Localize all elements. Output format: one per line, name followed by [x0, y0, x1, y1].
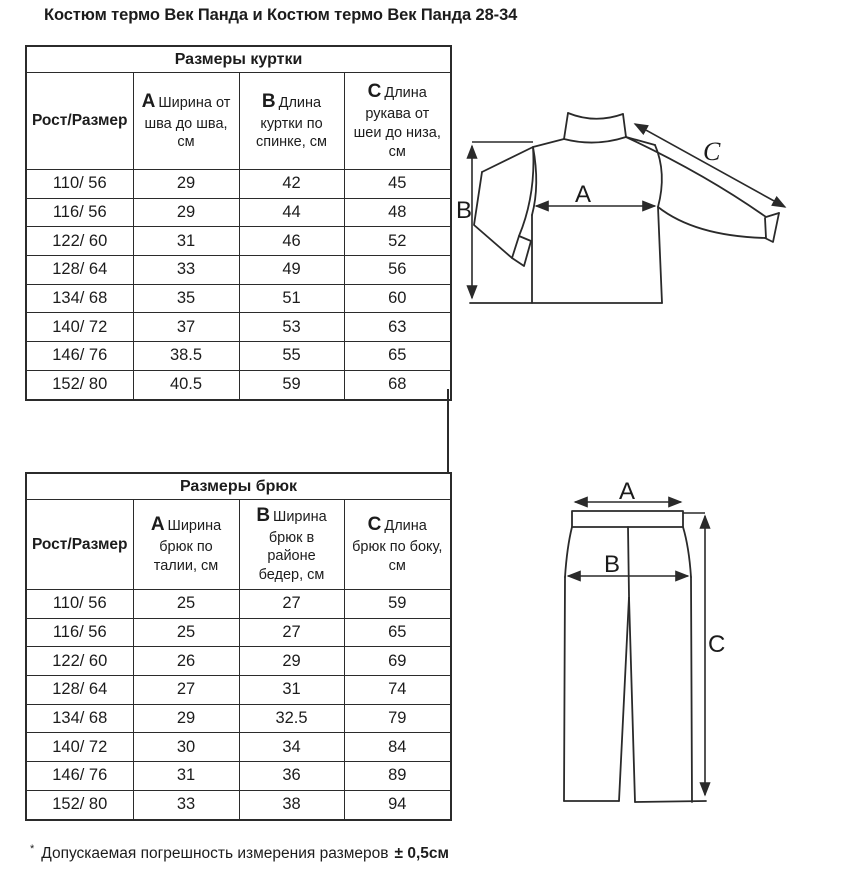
jacket-table-body: [26, 170, 451, 400]
pants-hip-right: [683, 527, 691, 577]
column-header-c: [344, 73, 451, 170]
size-cell: 110/ 56: [26, 590, 133, 619]
pants-right-hem: [635, 801, 706, 802]
jacket-size-table: [25, 45, 452, 401]
value-cell: 74: [344, 676, 451, 705]
table-row: [26, 313, 451, 342]
value-cell: 26: [133, 647, 239, 676]
dimension-label-c: C: [708, 631, 726, 658]
dimension-label-b: B: [603, 551, 621, 578]
table-row: [26, 590, 451, 619]
jacket-body: [470, 137, 662, 303]
dimension-letter-a: A: [141, 90, 156, 112]
table-caption-row: [26, 473, 451, 500]
value-cell: 68: [344, 370, 451, 399]
table-row: [26, 618, 451, 647]
dimension-label-c: C: [703, 137, 721, 166]
size-cell: 146/ 76: [26, 342, 133, 371]
page-title: Костюм термо Век Панда и Костюм термо Век Панда 28-34: [44, 6, 518, 24]
dimension-label-b: B: [455, 197, 473, 224]
pants-left-leg-inner: [619, 597, 629, 801]
value-cell: 35: [133, 284, 239, 313]
value-cell: 59: [344, 590, 451, 619]
value-cell: 52: [344, 227, 451, 256]
value-cell: 25: [133, 590, 239, 619]
pants-left-leg-outer: [564, 577, 565, 801]
table-row: [26, 704, 451, 733]
column-header-b: [239, 500, 344, 590]
value-cell: 69: [344, 647, 451, 676]
pants-dimension-arrows: [568, 478, 725, 795]
size-cell: 134/ 68: [26, 284, 133, 313]
value-cell: 33: [133, 790, 239, 819]
value-cell: 79: [344, 704, 451, 733]
size-cell: 122/ 60: [26, 227, 133, 256]
dimension-label-a: A: [618, 478, 636, 505]
jacket-collar: [564, 113, 626, 143]
column-header-c-label: Длина рукава от шеи до низа, см: [353, 85, 441, 160]
table-row: [26, 762, 451, 791]
size-cell: 140/ 72: [26, 733, 133, 762]
dimension-letter-a: A: [150, 514, 165, 536]
size-cell: 116/ 56: [26, 198, 133, 227]
value-cell: 27: [239, 590, 344, 619]
value-cell: 27: [133, 676, 239, 705]
footnote-marker: *: [30, 843, 35, 855]
value-cell: 48: [344, 198, 451, 227]
value-cell: 31: [133, 227, 239, 256]
value-cell: 44: [239, 198, 344, 227]
value-cell: 59: [239, 370, 344, 399]
jacket-dimension-arrows: [456, 124, 785, 298]
table-row: [26, 342, 451, 371]
table-border-connector-line: [447, 389, 449, 474]
value-cell: 29: [133, 170, 239, 199]
size-cell: 140/ 72: [26, 313, 133, 342]
size-cell: 110/ 56: [26, 170, 133, 199]
pants-right-leg-outer: [691, 577, 692, 802]
value-cell: 36: [239, 762, 344, 791]
size-cell: 122/ 60: [26, 647, 133, 676]
value-cell: 84: [344, 733, 451, 762]
value-cell: 63: [344, 313, 451, 342]
dimension-letter-b: B: [261, 90, 276, 112]
size-cell: 116/ 56: [26, 618, 133, 647]
size-cell: 152/ 80: [26, 790, 133, 819]
column-header-a-label: Ширина от шва до шва, см: [144, 94, 231, 151]
dimension-letter-c: C: [367, 81, 382, 103]
value-cell: 56: [344, 256, 451, 285]
dimension-letter-b: B: [256, 504, 271, 526]
jacket-table-caption: Размеры куртки: [26, 46, 451, 73]
value-cell: 25: [133, 618, 239, 647]
value-cell: 38: [239, 790, 344, 819]
table-header-row: [26, 500, 451, 590]
dimension-label-a: A: [574, 181, 592, 208]
table-caption-row: [26, 46, 451, 73]
value-cell: 65: [344, 618, 451, 647]
size-cell: 134/ 68: [26, 704, 133, 733]
column-header-size: Рост/Размер: [26, 73, 133, 170]
footnote-text: Допускаемая погрешность измерения размеров: [41, 845, 389, 862]
table-row: [26, 370, 451, 399]
value-cell: 45: [344, 170, 451, 199]
size-cell: 128/ 64: [26, 676, 133, 705]
pants-diagram: [545, 475, 745, 830]
pants-center-seam: [628, 527, 629, 596]
value-cell: 89: [344, 762, 451, 791]
value-cell: 46: [239, 227, 344, 256]
table-row: [26, 198, 451, 227]
value-cell: 60: [344, 284, 451, 313]
value-cell: 29: [133, 198, 239, 227]
value-cell: 37: [133, 313, 239, 342]
column-header-b-label: Длина куртки по спинке, см: [255, 94, 328, 151]
column-header-b: [239, 73, 344, 170]
value-cell: 38.5: [133, 342, 239, 371]
value-cell: 49: [239, 256, 344, 285]
value-cell: 34: [239, 733, 344, 762]
value-cell: 33: [133, 256, 239, 285]
pants-table-caption: Размеры брюк: [26, 473, 451, 500]
value-cell: 30: [133, 733, 239, 762]
value-cell: 55: [239, 342, 344, 371]
table-header-row: [26, 73, 451, 170]
table-row: [26, 676, 451, 705]
column-header-a: [133, 73, 239, 170]
footnote: [30, 843, 449, 863]
column-header-a-label: Ширина брюк по талии, см: [153, 518, 222, 574]
pants-size-table: [25, 472, 452, 821]
table-row: [26, 790, 451, 819]
column-header-size: Рост/Размер: [26, 500, 133, 590]
value-cell: 31: [239, 676, 344, 705]
column-header-b-label: Ширина брюк в районе бедер, см: [258, 508, 327, 584]
pants-table-body: [26, 590, 451, 820]
column-header-c: [344, 500, 451, 590]
table-row: [26, 284, 451, 313]
size-cell: 128/ 64: [26, 256, 133, 285]
jacket-left-sleeve: [474, 147, 533, 266]
pants-hip-left: [565, 527, 572, 577]
value-cell: 31: [133, 762, 239, 791]
pants-outline: [564, 511, 706, 802]
table-row: [26, 733, 451, 762]
value-cell: 51: [239, 284, 344, 313]
size-cell: 152/ 80: [26, 370, 133, 399]
table-row: [26, 256, 451, 285]
table-row: [26, 647, 451, 676]
size-cell: 146/ 76: [26, 762, 133, 791]
table-row: [26, 227, 451, 256]
table-row: [26, 170, 451, 199]
pants-right-leg-inner: [629, 597, 635, 802]
pants-waistband: [572, 511, 683, 527]
value-cell: 27: [239, 618, 344, 647]
value-cell: 65: [344, 342, 451, 371]
value-cell: 42: [239, 170, 344, 199]
column-header-a: [133, 500, 239, 590]
dimension-letter-c: C: [367, 514, 382, 536]
value-cell: 29: [133, 704, 239, 733]
jacket-diagram: [455, 90, 800, 315]
footnote-tolerance: ± 0,5см: [394, 845, 449, 862]
value-cell: 53: [239, 313, 344, 342]
value-cell: 32.5: [239, 704, 344, 733]
value-cell: 94: [344, 790, 451, 819]
value-cell: 29: [239, 647, 344, 676]
value-cell: 40.5: [133, 370, 239, 399]
column-header-c-label: Длина брюк по боку, см: [352, 518, 443, 574]
